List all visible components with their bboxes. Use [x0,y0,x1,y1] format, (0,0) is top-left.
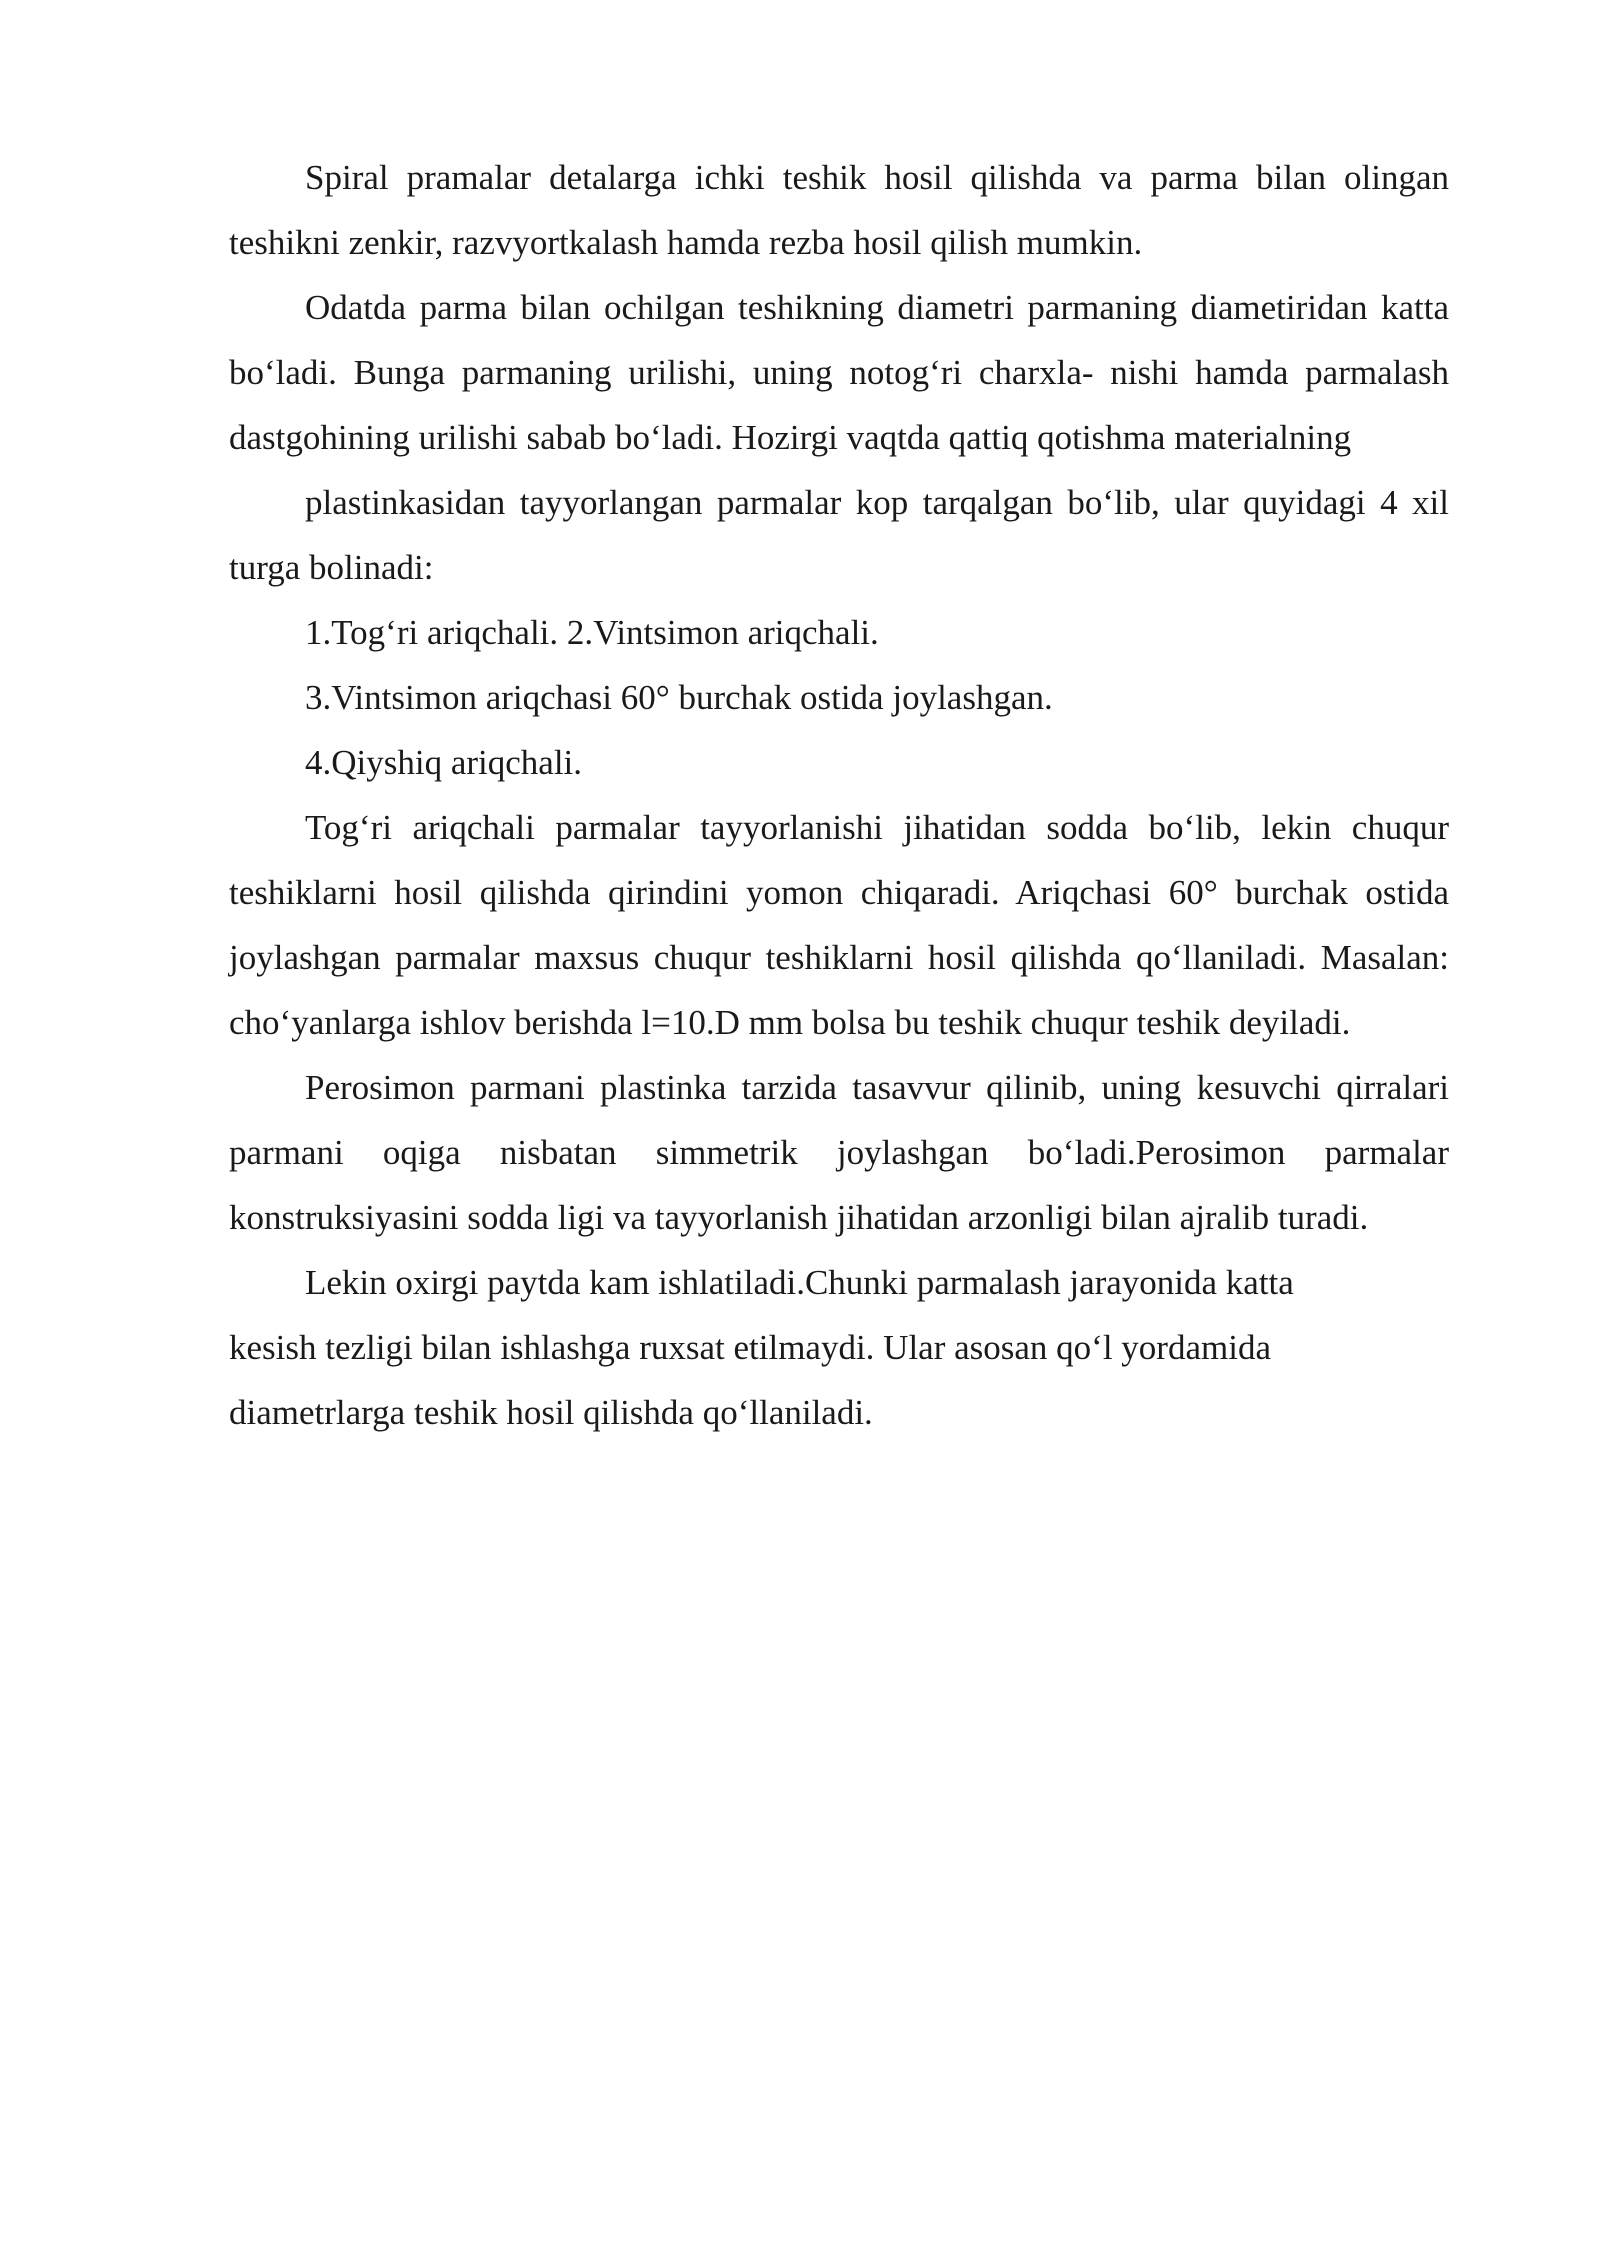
list-item: 3.Vintsimon ariqchasi 60° burchak ostida joylashgan. [305,678,1053,717]
list-item: 1.Tog‘ri ariqchali. 2.Vintsimon ariqchali. [305,613,879,652]
paragraph: Odatda parma bilan ochilgan teshikning diametri parmaning diametiridan katta bo‘ladi. Bunga parmaning urilishi, uning notog‘ri charxla- nishi hamda parmalash dastgohining urilishi sabab bo‘ladi. Hozirgi vaqtda qattiq qotishma materialning [229,288,1449,457]
paragraph-line: kesish tezligi bilan ishlashga ruxsat etilmaydi. Ular asosan qo‘l yordamida [229,1328,1271,1367]
document-body [229,145,1449,1445]
list-item: 4.Qiyshiq ariqchali. [305,743,583,782]
paragraph: Tog‘ri ariqchali parmalar tayyorlanishi jihatidan sodda bo‘lib, lekin chuqur teshiklarni hosil qilishda qirindini yomon chiqaradi. Ariqchasi 60° burchak ostida joylashgan parmalar maxsus chuqur teshiklarni hosil qilishda qo‘llaniladi. Masalan: cho‘yanlarga ishlov berishda l=10.D mm bolsa bu teshik chuqur teshik deyiladi. [229,808,1449,1042]
paragraph-line: diametrlarga teshik hosil qilishda qo‘llaniladi. [229,1393,873,1432]
paragraph: Spiral pramalar detalarga ichki teshik hosil qilishda va parma bilan olingan teshikni zenkir, razvyortkalash hamda rezba hosil qilish mumkin. [229,158,1449,262]
last-paragraph [229,1250,1449,1445]
paragraph-line: Lekin oxirgi paytda kam ishlatiladi.Chunki parmalash jarayonida katta [305,1263,1294,1302]
paragraph: plastinkasidan tayyorlangan parmalar kop tarqalgan bo‘lib, ular quyidagi 4 xil turga bolinadi: [229,483,1449,587]
paragraph: Perosimon parmani plastinka tarzida tasavvur qilinib, uning kesuvchi qirralari parmani oqiga nisbatan simmetrik joylashgan bo‘ladi.Perosimon parmalar konstruksiyasini sodda ligi va tayyorlanish jihatidan arzonligi bilan ajralib turadi. [229,1068,1449,1237]
